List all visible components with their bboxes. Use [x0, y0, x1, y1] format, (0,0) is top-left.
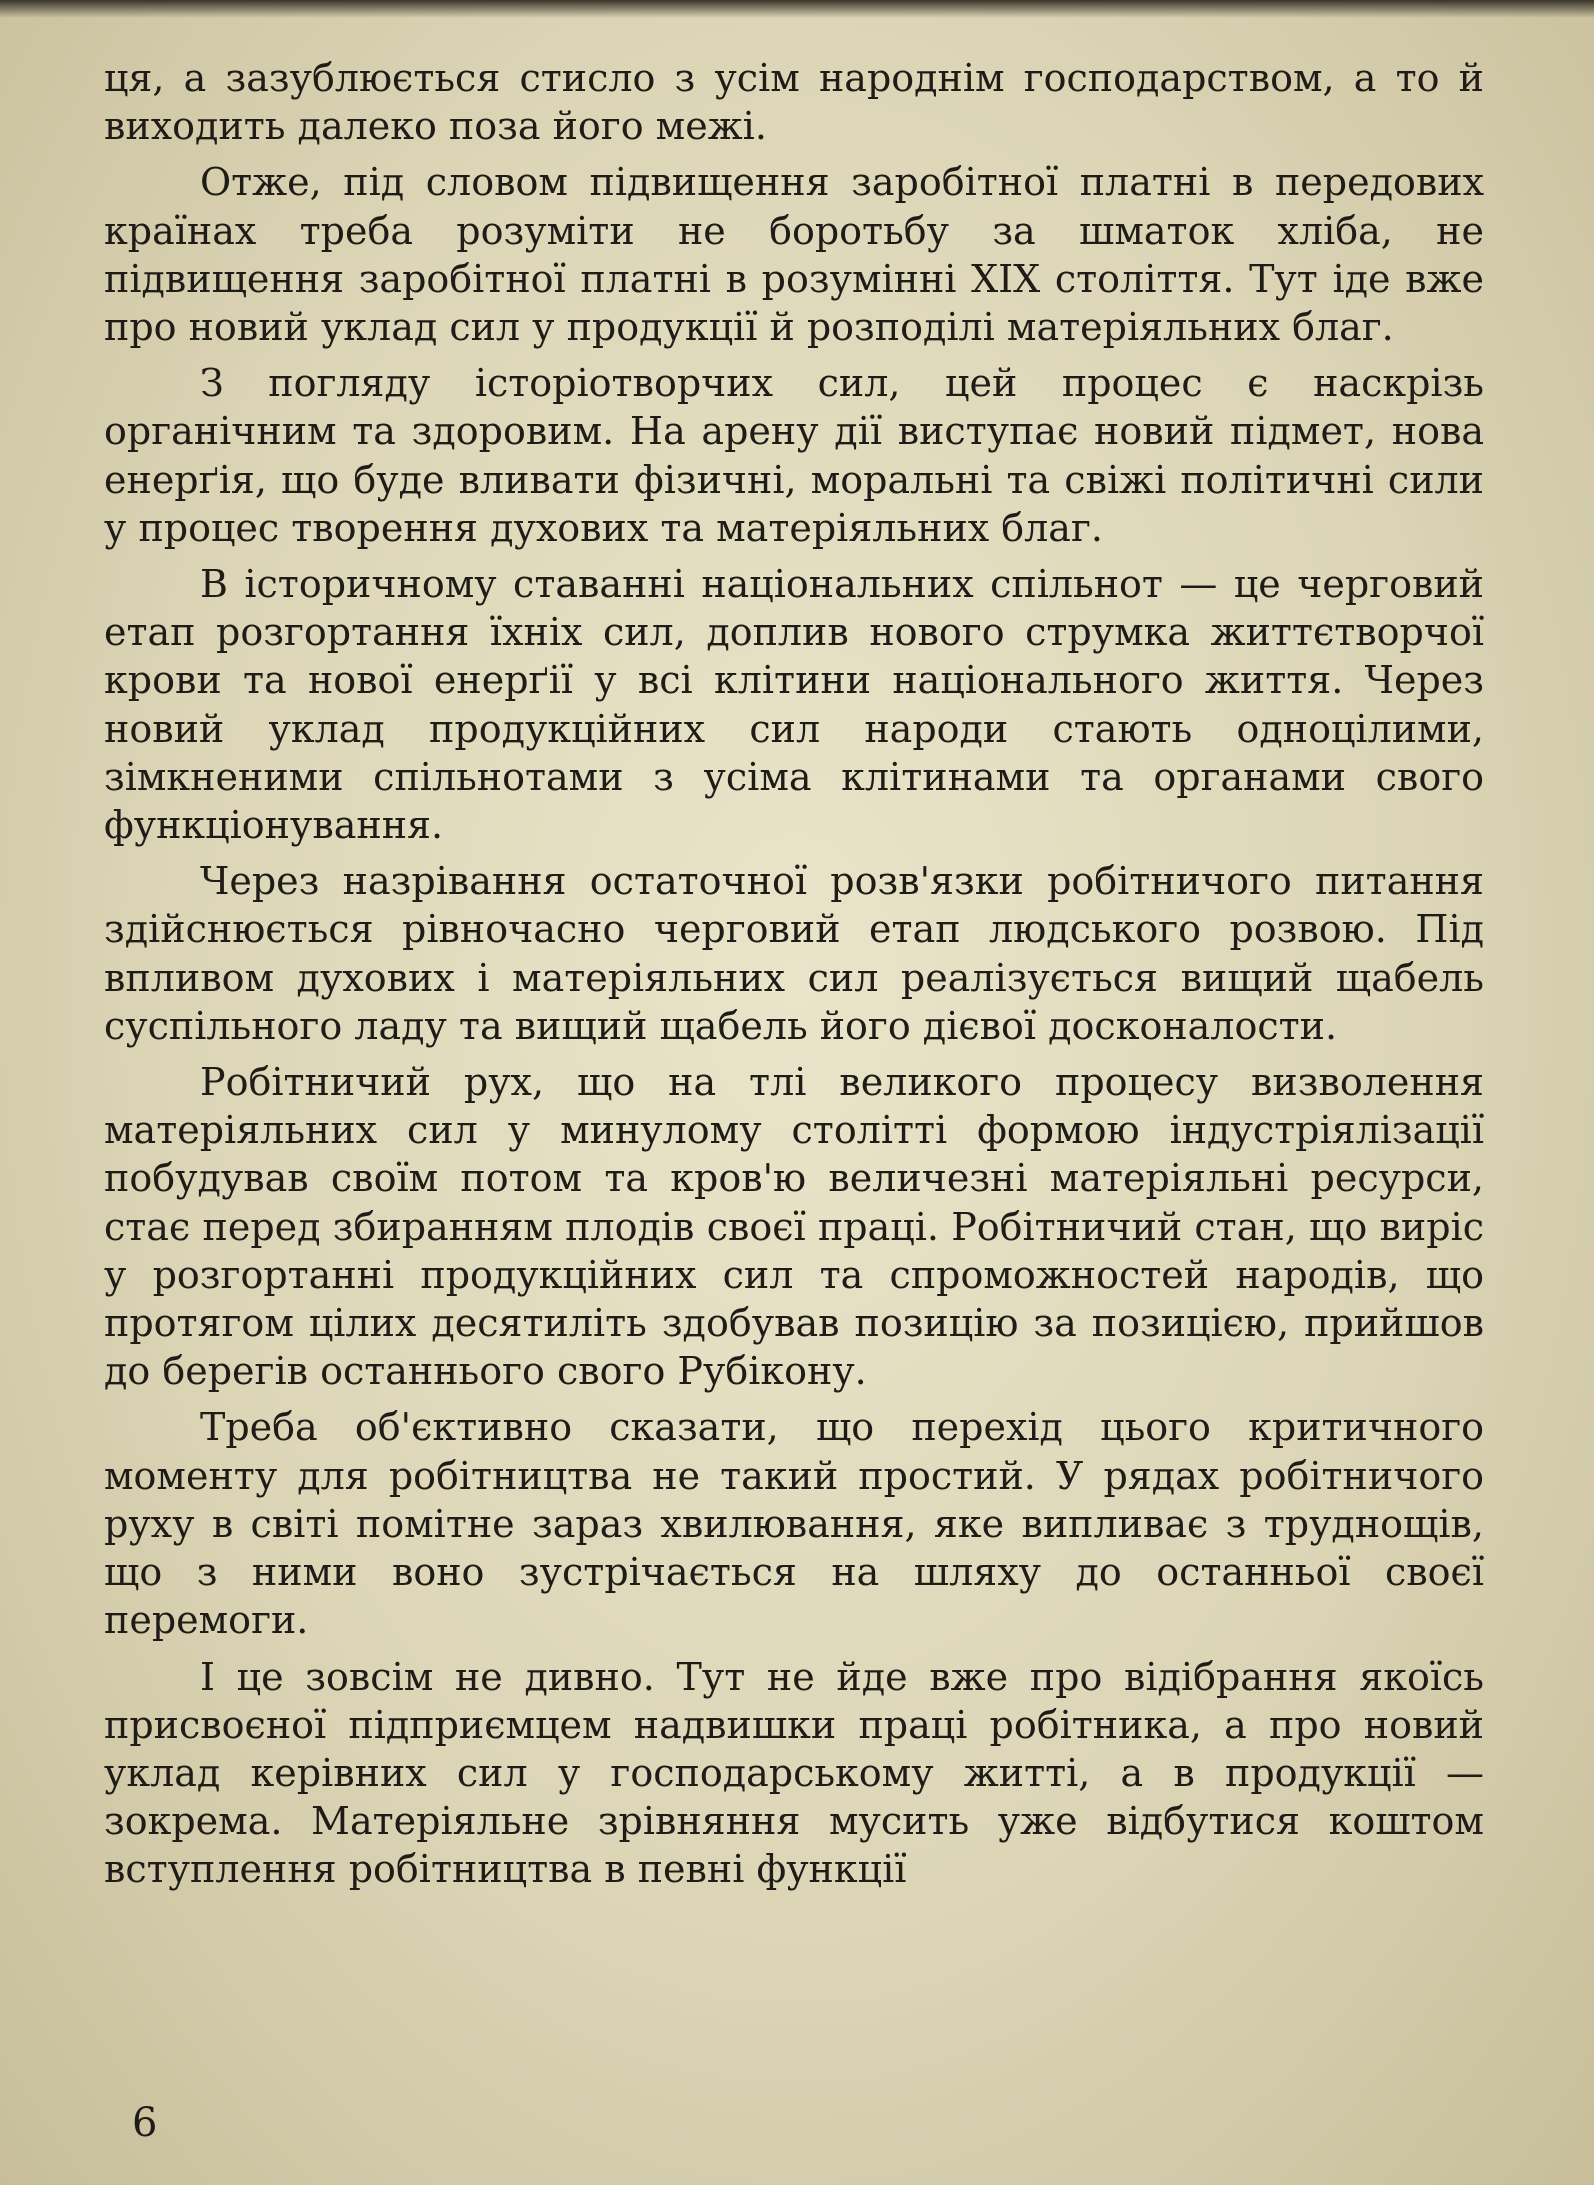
paragraph-8: І це зовсім не дивно. Тут не йде вже про відібрання якоїсь присвоєної підприємцем надвишки праці робітника, а про новий уклад керівних сил у господарському житті, а в продукції — зокрема. Матеріяльне зрівняння мусить уже відбутися коштом вступлення робітництва в певні функції: [104, 1654, 1484, 1892]
paragraph-3: З погляду історіотворчих сил, цей процес є наскрізь органічним та здоровим. На арену дії виступає новий підмет, нова енерґія, що буде вливати фізичні, моральні та свіжі політичні сили у процес творення духових та матеріяльних благ.: [104, 361, 1484, 550]
paragraph-6: Робітничий рух, що на тлі великого процесу визволення матеріяльних сил у минулому столітті формою індустріялізації побудував своїм потом та кров'ю величезні матеріяльні ресурси, стає перед збиранням плодів своєї праці. Робітничий стан, що виріс у розгортанні продукційних сил та спроможностей народів, що протягом цілих десятиліть здобував позицію за позицією, прийшов до берегів останнього свого Рубікону.: [104, 1060, 1484, 1394]
paragraph-4: В історичному ставанні національних спільнот — це черговий етап розгортання їхніх сил, доплив нового струмка життєтворчої крови та нової енерґії у всі клітини національного життя. Через новий уклад продукційних сил народи стають одноцілими, зімкненими спільнотами з усіма клітинами та органами свого функціонування.: [104, 562, 1484, 848]
page-top-shadow: [0, 0, 1594, 18]
page-number: 6: [132, 2100, 158, 2146]
paragraph-2: Отже, під словом підвищення заробітної платні в передових країнах треба розуміти не боротьбу за шматок хліба, не підвищення заробітної платні в розумінні XIX століття. Тут іде вже про новий уклад сил у продукції й розподілі матеріяльних благ.: [104, 160, 1484, 350]
body-text: [104, 54, 1484, 1902]
paragraph-7: Треба об'єктивно сказати, що перехід цього критичного моменту для робітництва не такий простий. У рядах робітничого руху в світі помітне зараз хвилювання, яке випливає з труднощів, що з ними воно зустрічається на шляху до останньої своєї перемоги.: [104, 1405, 1484, 1643]
paragraph-1: ця, а зазублюється стисло з усім народнім господарством, а то й виходить далеко поза його межі.: [104, 56, 1484, 149]
paragraph-5: Через назрівання остаточної розв'язки робітничого питання здійснюється рівночасно черговий етап людського розвою. Під впливом духових і матеріяльних сил реалізується вищий щабель суспільного ладу та вищий щабель його дієвої досконалости.: [104, 859, 1484, 1048]
